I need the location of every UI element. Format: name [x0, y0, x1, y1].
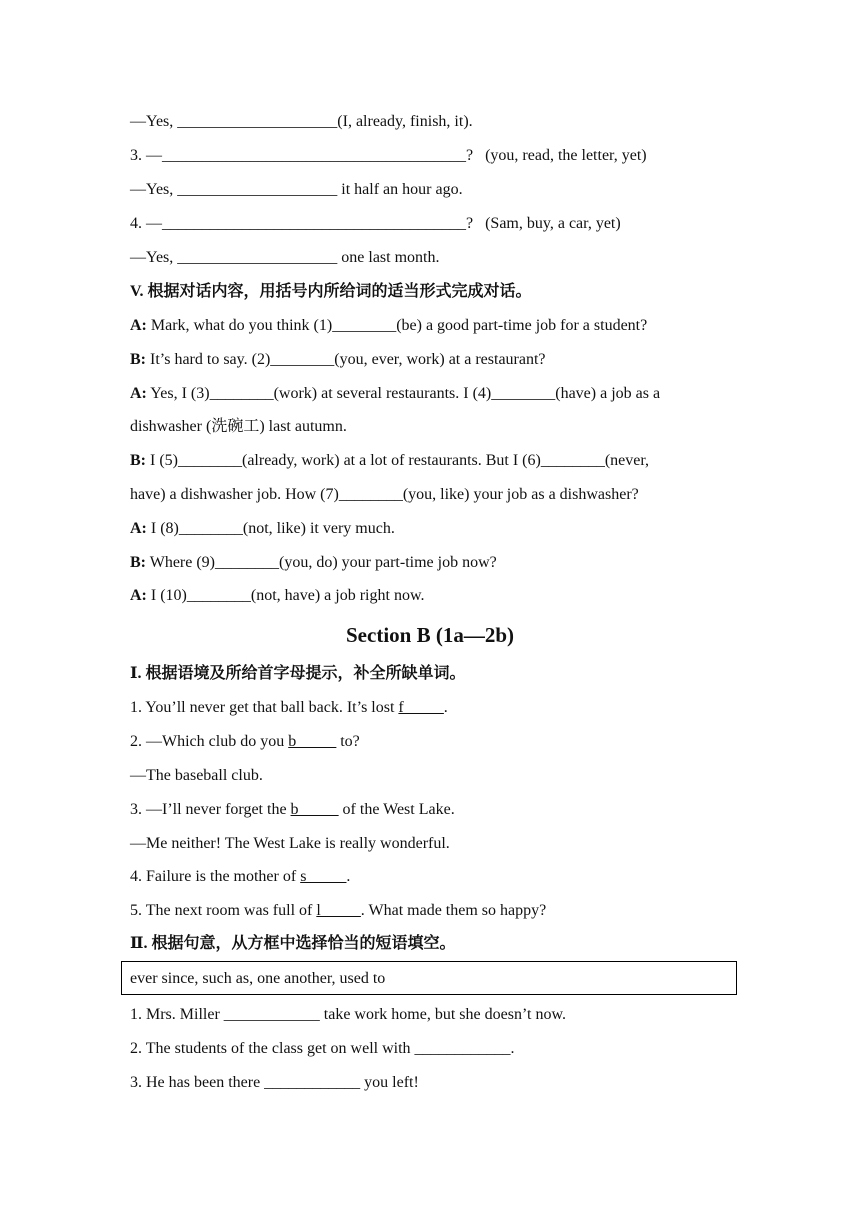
question-text: 3. —I’ll never forget the	[130, 801, 291, 818]
partI-question-4	[130, 867, 350, 887]
partI-heading: Ⅰ. 根据语境及所给首字母提示，补全所缺单词。	[130, 665, 466, 682]
partII-question-3: 3. He has been there ____________ you left!	[130, 1074, 419, 1091]
question-text: 4. Failure is the mother of	[130, 868, 301, 885]
question-text: .	[443, 699, 448, 716]
partI-question-2	[130, 732, 360, 752]
dialogue-line	[130, 451, 649, 471]
speaker-label: A:	[130, 385, 147, 402]
partII-question-2: 2. The students of the class get on well with ____________.	[130, 1040, 515, 1057]
dialogue-text: Where (9)________(you, do) your part-time job now?	[146, 554, 497, 571]
partI-reply-2: —The baseball club.	[130, 767, 263, 784]
part4-question-3: 3. —______________________________________? (you, read, the letter, yet)	[130, 147, 647, 164]
speaker-label: A:	[130, 520, 147, 537]
partII-heading: Ⅱ. 根据句意，从方框中选择恰当的短语填空。	[130, 935, 456, 952]
dialogue-text: I (10)________(not, have) a job right now.	[146, 587, 425, 604]
answer-blank: f_____	[398, 699, 444, 716]
partI-question-3	[130, 800, 455, 820]
question-text: 5. The next room was full of	[130, 902, 317, 919]
question-text: . What made them so happy?	[360, 902, 547, 919]
dialogue-text: It’s hard to say. (2)________(you, ever, work) at a restaurant?	[146, 351, 546, 368]
answer-blank: b_____	[290, 801, 339, 818]
answer-blank: l_____	[316, 902, 361, 919]
dialogue-line	[130, 417, 347, 437]
section-title: Section B (1a—2b)	[346, 623, 514, 647]
question-text: 1. You’ll never get that ball back. It’s lost	[130, 699, 399, 716]
dialogue-line	[130, 316, 647, 336]
part4-answer-4: —Yes, ____________________ one last month.	[130, 249, 440, 266]
speaker-label: B:	[130, 554, 146, 571]
part4-question-4: 4. —______________________________________? (Sam, buy, a car, yet)	[130, 215, 621, 232]
dialogue-text: dishwasher (洗碗工) last autumn.	[130, 418, 347, 435]
dialogue-line	[130, 350, 546, 370]
dialogue-line	[130, 519, 395, 539]
answer-blank: b_____	[288, 733, 337, 750]
answer-blank: s_____	[300, 868, 347, 885]
question-text: of the West Lake.	[338, 801, 455, 818]
dialogue-text: Mark, what do you think (1)________(be) a good part-time job for a student?	[146, 317, 648, 334]
dialogue-text: have) a dishwasher job. How (7)________(you, like) your job as a dishwasher?	[130, 486, 639, 503]
dialogue-line	[130, 553, 497, 573]
part4-answer-3: —Yes, ____________________ it half an hour ago.	[130, 181, 463, 198]
phrase-box	[121, 961, 737, 995]
question-text: 2. —Which club do you	[130, 733, 289, 750]
dialogue-text: I (8)________(not, like) it very much.	[146, 520, 395, 537]
partII-question-1: 1. Mrs. Miller ____________ take work home, but she doesn’t now.	[130, 1006, 566, 1023]
phrase-box-text: ever since, such as, one another, used to	[130, 970, 386, 987]
speaker-label: B:	[130, 351, 146, 368]
speaker-label: B:	[130, 452, 146, 469]
part4-line-1: —Yes, ____________________(I, already, finish, it).	[130, 113, 473, 130]
dialogue-text: I (5)________(already, work) at a lot of restaurants. But I (6)________(never,	[146, 452, 650, 469]
speaker-label: A:	[130, 317, 147, 334]
question-text: to?	[336, 733, 360, 750]
dialogue-text: Yes, I (3)________(work) at several restaurants. I (4)________(have) a job as a	[146, 385, 661, 402]
dialogue-line	[130, 384, 660, 404]
dialogue-line	[130, 485, 639, 505]
speaker-label: A:	[130, 587, 147, 604]
dialogue-line	[130, 586, 424, 606]
partI-question-1	[130, 698, 448, 718]
partI-question-5	[130, 901, 546, 921]
partI-reply-3: —Me neither! The West Lake is really wonderful.	[130, 835, 450, 852]
question-text: .	[346, 868, 351, 885]
part5-heading: V. 根据对话内容，用括号内所给词的适当形式完成对话。	[130, 283, 532, 300]
